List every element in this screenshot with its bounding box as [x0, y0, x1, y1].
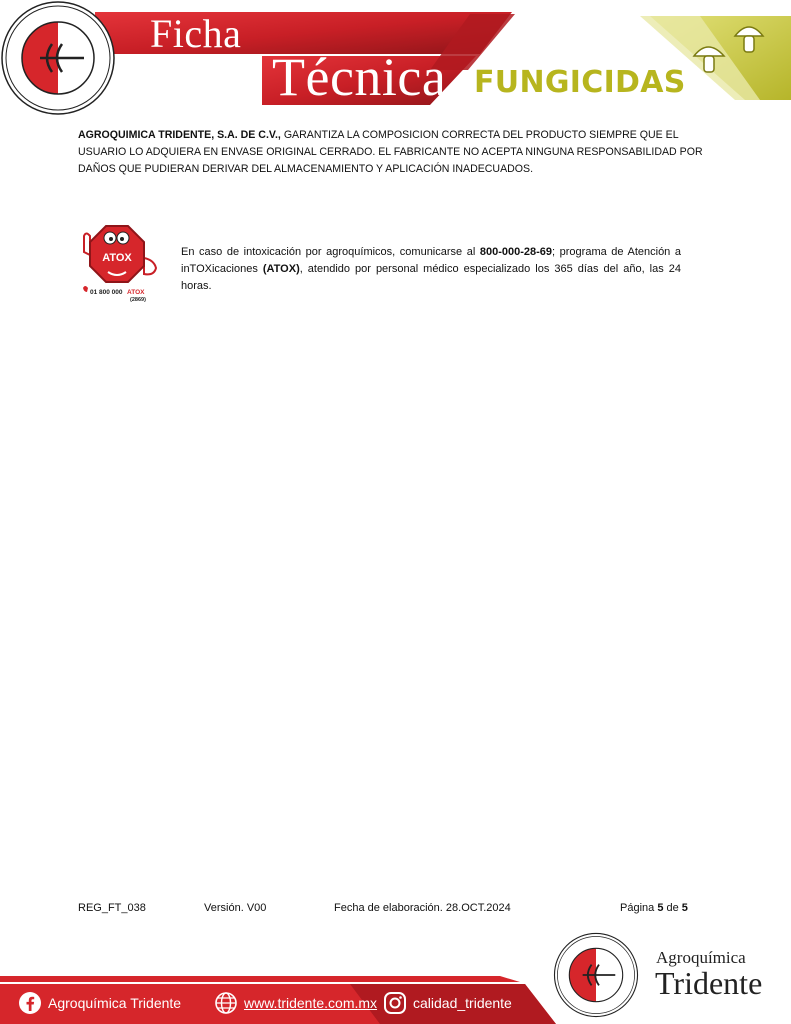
- atox-logo-label: ATOX: [102, 252, 132, 264]
- document-code: REG_FT_038: [78, 902, 146, 914]
- disclaimer-text: GARANTIZA LA COMPOSICION CORRECTA DEL PRODUCTO SIEMPRE QUE EL USUARIO LO ADQUIERA EN ENVASE ORIGINAL CERRADO. EL FABRICANTE NO ACEPTA NINGUNA RESPONSABILIDAD POR DAÑOS QUE PUDIERAN DERIVAR DEL ALMACENAMIENTO Y APLICACIÓN INADECUADOS.: [78, 129, 703, 175]
- facebook-label: Agroquímica Tridente: [48, 995, 182, 1011]
- page-number: [620, 902, 688, 914]
- atox-phone-number: 800-000-28-69: [479, 246, 553, 258]
- atox-text-a: En caso de intoxicación por agroquímicos, comunicarse al: [181, 246, 480, 258]
- category-title: FUNGICIDAS: [474, 65, 686, 100]
- disclaimer: [78, 127, 708, 178]
- page-current: 5: [657, 902, 664, 914]
- phone-icon: [83, 286, 88, 292]
- date-value: 28.OCT.2024: [445, 902, 511, 914]
- elaboration-date: [334, 902, 511, 914]
- brand-agroquimica: Agroquímica: [656, 948, 746, 967]
- title-tecnica: Técnica: [272, 47, 447, 107]
- atox-logo-phone: 01 800 000: [90, 289, 123, 296]
- page-of: de: [663, 902, 682, 914]
- website-label: www.tridente.com.mx: [244, 995, 378, 1011]
- calidad-tridente-logo: [2, 2, 114, 114]
- version-value: V00: [246, 902, 267, 914]
- facebook-icon: [18, 991, 42, 1015]
- atox-text-c: , atendido por personal médico especializado los 365 días del año, las 24 horas.: [181, 263, 681, 292]
- atox-logo-phone-brand: ATOX: [127, 289, 145, 296]
- website-link[interactable]: [214, 991, 377, 1015]
- instagram-link[interactable]: [383, 991, 512, 1015]
- page-label: Página: [620, 902, 658, 914]
- document-version: [204, 902, 266, 914]
- atox-text-b: ; programa de Atención a inTOXicaciones: [181, 246, 681, 275]
- atox-logo-code: (2869): [130, 297, 146, 302]
- page-total: 5: [681, 902, 688, 914]
- calidad-tridente-footer-logo: [553, 932, 639, 1018]
- atox-notice: [181, 244, 681, 295]
- facebook-link[interactable]: [18, 991, 181, 1015]
- date-label: Fecha de elaboración.: [334, 902, 446, 914]
- brand-tridente: Tridente: [655, 965, 763, 1001]
- version-label: Versión.: [204, 902, 247, 914]
- instagram-label: calidad_tridente: [413, 995, 512, 1011]
- globe-icon: [214, 991, 238, 1015]
- company-name: AGROQUIMICA TRIDENTE, S.A. DE C.V.,: [78, 129, 281, 141]
- atox-logo: [78, 214, 164, 302]
- title-ficha: Ficha: [150, 11, 242, 56]
- instagram-icon: [383, 991, 407, 1015]
- atox-acronym: (ATOX): [262, 263, 300, 275]
